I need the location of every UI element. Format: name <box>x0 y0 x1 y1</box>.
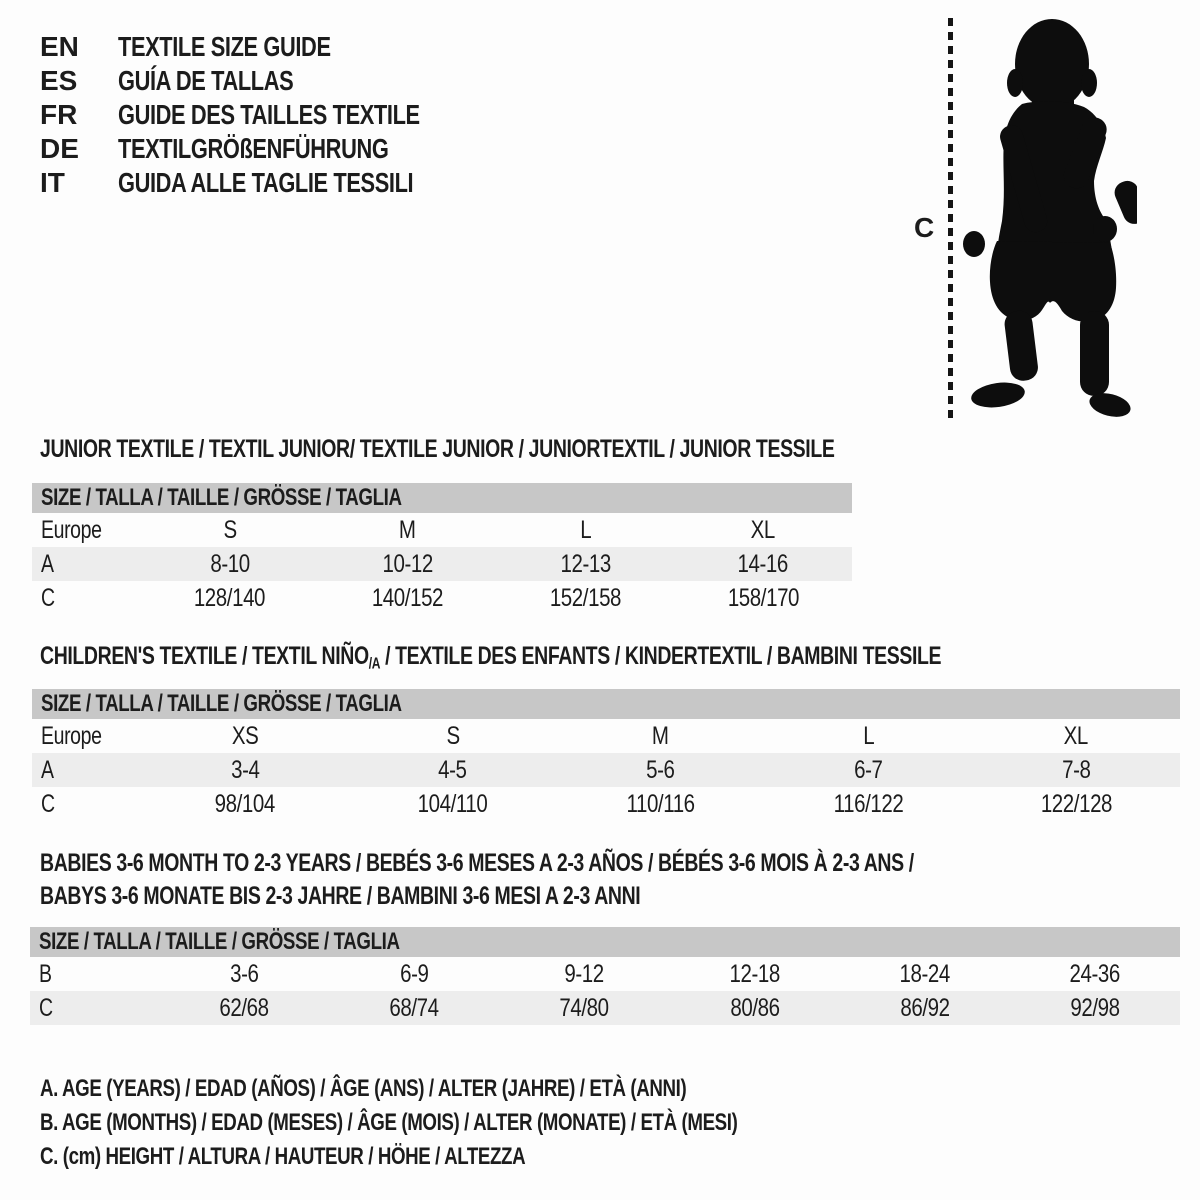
legend-line-b-text: B. AGE (MONTHS) / EDAD (MESES) / ÂGE (MOIS) / ALTER (MONATE) / ETÀ (MESI) <box>40 1109 738 1136</box>
language-code: EN <box>40 31 79 62</box>
height-cell-text: 116/122 <box>833 789 904 818</box>
size-cell-text: L <box>579 515 591 544</box>
height-cell <box>840 994 1010 1023</box>
row-label-text: Europe <box>41 721 102 750</box>
children-section-title-text <box>40 640 941 680</box>
language-code: ES <box>40 65 78 96</box>
months-cell-text: 3-6 <box>229 959 259 988</box>
height-cell-text: 122/128 <box>1040 789 1112 818</box>
age-cell-text: 5-6 <box>646 755 675 784</box>
babies-size-table <box>30 927 1180 1025</box>
size-cell <box>497 516 675 545</box>
size-cell <box>557 722 765 751</box>
row-label-text: C <box>41 583 55 612</box>
legend-line-c-text: C. (cm) HEIGHT / ALTURA / HAUTEUR / HÖHE / ALTEZZA <box>40 1143 526 1170</box>
size-cell <box>764 722 972 751</box>
size-cell-text: M <box>399 515 416 544</box>
row-label <box>32 584 141 613</box>
table-row-height-cm <box>30 991 1180 1025</box>
babies-section-title <box>40 847 1160 913</box>
age-cell <box>497 550 675 579</box>
language-row-fr <box>40 98 505 132</box>
height-cell-text: 68/74 <box>389 993 439 1022</box>
language-row-en <box>40 30 505 64</box>
size-cell-text: XL <box>750 515 776 544</box>
height-cell <box>557 790 765 819</box>
language-title-list <box>40 30 505 200</box>
row-label-text: A <box>41 755 54 784</box>
height-cell <box>764 790 972 819</box>
language-code: FR <box>40 99 78 130</box>
language-title: GUIDE DES TAILLES TEXTILE <box>118 99 420 130</box>
size-cell-text: XL <box>1063 721 1089 750</box>
age-cell <box>141 550 319 579</box>
height-cell-text: 158/170 <box>727 583 799 612</box>
height-cell <box>159 994 329 1023</box>
height-cell <box>319 584 497 613</box>
table-row-age-years <box>32 753 1180 787</box>
age-cell-text: 7-8 <box>1061 755 1091 784</box>
height-cell-text: 98/104 <box>214 789 276 818</box>
row-label <box>32 516 141 545</box>
junior-table-header <box>32 483 852 513</box>
age-cell <box>349 756 557 785</box>
language-title: TEXTILE SIZE GUIDE <box>118 31 331 62</box>
babies-title-line2: BABYS 3-6 MONATE BIS 2-3 JAHRE / BAMBINI 3-6 MESI A 2-3 ANNI <box>40 882 641 910</box>
row-label <box>32 756 141 785</box>
height-cell <box>497 584 675 613</box>
size-cell <box>972 722 1180 751</box>
height-cell-text: 110/116 <box>626 789 695 818</box>
age-cell <box>972 756 1180 785</box>
size-cell <box>319 516 497 545</box>
height-cell-text: 92/98 <box>1070 993 1120 1022</box>
size-cell <box>349 722 557 751</box>
legend <box>40 1072 934 1174</box>
height-measure-dashed-line <box>948 18 953 418</box>
babies-title-line1: BABIES 3-6 MONTH TO 2-3 YEARS / BEBÉS 3-6 MESES A 2-3 AÑOS / BÉBÉS 3-6 MOIS À 2-3 ANS / <box>40 849 914 877</box>
height-cell-text: 152/158 <box>549 583 621 612</box>
language-title: GUIDA ALLE TAGLIE TESSILI <box>118 167 414 198</box>
junior-table-header-text: SIZE / TALLA / TAILLE / GRÖSSE / TAGLIA <box>41 484 402 511</box>
size-cell-text: S <box>223 515 237 544</box>
age-cell-text: 14-16 <box>737 549 789 578</box>
age-cell <box>557 756 765 785</box>
height-cell-text: 74/80 <box>559 993 610 1022</box>
children-title-pre: CHILDREN'S TEXTILE / TEXTIL NIÑO <box>40 642 369 670</box>
months-cell-text: 18-24 <box>899 959 950 988</box>
age-cell <box>674 550 852 579</box>
language-row-it <box>40 166 505 200</box>
language-code: IT <box>40 167 65 198</box>
table-row-height-cm <box>32 787 1180 821</box>
months-cell <box>1010 960 1180 989</box>
height-cell-text: 80/86 <box>729 993 780 1022</box>
language-code: DE <box>40 133 79 164</box>
children-table-header-text: SIZE / TALLA / TAILLE / GRÖSSE / TAGLIA <box>41 690 402 717</box>
children-section-title <box>40 640 1195 680</box>
junior-size-table <box>32 483 852 615</box>
children-title-subscript: /A <box>368 655 381 673</box>
row-label <box>32 722 141 751</box>
months-cell-text: 24-36 <box>1069 959 1121 988</box>
table-row-europe <box>32 513 852 547</box>
age-cell <box>141 756 349 785</box>
months-cell-text: 6-9 <box>400 959 429 988</box>
months-cell <box>670 960 840 989</box>
size-cell-text: XS <box>231 721 259 750</box>
height-measure-label: C <box>914 212 935 243</box>
height-cell-text: 104/110 <box>417 789 488 818</box>
table-row-europe <box>32 719 1180 753</box>
height-cell <box>141 790 349 819</box>
height-cell <box>349 790 557 819</box>
junior-section-title-text: JUNIOR TEXTILE / TEXTIL JUNIOR/ TEXTILE JUNIOR / JUNIORTEXTIL / JUNIOR TESSILE <box>40 435 835 463</box>
months-cell <box>159 960 329 989</box>
months-cell <box>840 960 1010 989</box>
months-cell <box>329 960 499 989</box>
legend-line-a <box>40 1072 934 1106</box>
height-cell-text: 128/140 <box>194 583 266 612</box>
size-cell-text: L <box>862 721 874 750</box>
legend-line-c <box>40 1140 934 1174</box>
size-cell <box>141 516 319 545</box>
language-title: GUÍA DE TALLAS <box>118 65 294 96</box>
table-row-age-years <box>32 547 852 581</box>
age-cell <box>764 756 972 785</box>
age-cell-text: 3-4 <box>230 755 260 784</box>
row-label <box>30 994 159 1023</box>
language-title: TEXTILGRÖßENFÜHRUNG <box>118 133 389 164</box>
age-cell <box>319 550 497 579</box>
age-cell-text: 10-12 <box>382 549 433 578</box>
height-cell <box>1010 994 1180 1023</box>
size-cell-text: S <box>446 721 460 750</box>
size-cell <box>141 722 349 751</box>
table-row-height-cm <box>32 581 852 615</box>
age-cell-text: 12-13 <box>560 549 611 578</box>
children-size-table <box>32 689 1180 821</box>
babies-table-header-text: SIZE / TALLA / TAILLE / GRÖSSE / TAGLIA <box>39 928 400 955</box>
row-label-text: C <box>41 789 55 818</box>
height-cell-text: 140/152 <box>372 583 444 612</box>
babies-table-header <box>30 927 1180 957</box>
height-cell-text: 62/68 <box>219 993 269 1022</box>
row-label-text: C <box>39 993 53 1022</box>
age-cell-text: 8-10 <box>210 549 250 578</box>
height-cell <box>499 994 669 1023</box>
height-cell-text: 86/92 <box>900 993 950 1022</box>
height-cell <box>329 994 499 1023</box>
height-cell <box>972 790 1180 819</box>
children-title-post: / TEXTILE DES ENFANTS / KINDERTEXTIL / BAMBINI TESSILE <box>380 642 942 670</box>
age-cell-text: 4-5 <box>438 755 467 784</box>
legend-line-b <box>40 1106 934 1140</box>
months-cell-text: 12-18 <box>729 959 780 988</box>
height-cell <box>670 994 840 1023</box>
size-cell <box>674 516 852 545</box>
children-table-header <box>32 689 1180 719</box>
age-cell-text: 6-7 <box>854 755 883 784</box>
toddler-silhouette-icon <box>962 16 1137 423</box>
row-label-text: A <box>41 549 54 578</box>
row-label-text: Europe <box>41 515 102 544</box>
language-row-es <box>40 64 505 98</box>
row-label <box>32 550 141 579</box>
legend-line-a-text: A. AGE (YEARS) / EDAD (AÑOS) / ÂGE (ANS) / ALTER (JAHRE) / ETÀ (ANNI) <box>40 1075 687 1102</box>
height-cell <box>141 584 319 613</box>
months-cell <box>499 960 669 989</box>
row-label-text: B <box>39 959 52 988</box>
junior-section-title <box>40 433 1059 465</box>
size-cell-text: M <box>652 721 669 750</box>
language-row-de <box>40 132 505 166</box>
table-row-age-months <box>30 957 1180 991</box>
height-cell <box>674 584 852 613</box>
months-cell-text: 9-12 <box>564 959 605 988</box>
row-label <box>30 960 159 989</box>
row-label <box>32 790 141 819</box>
